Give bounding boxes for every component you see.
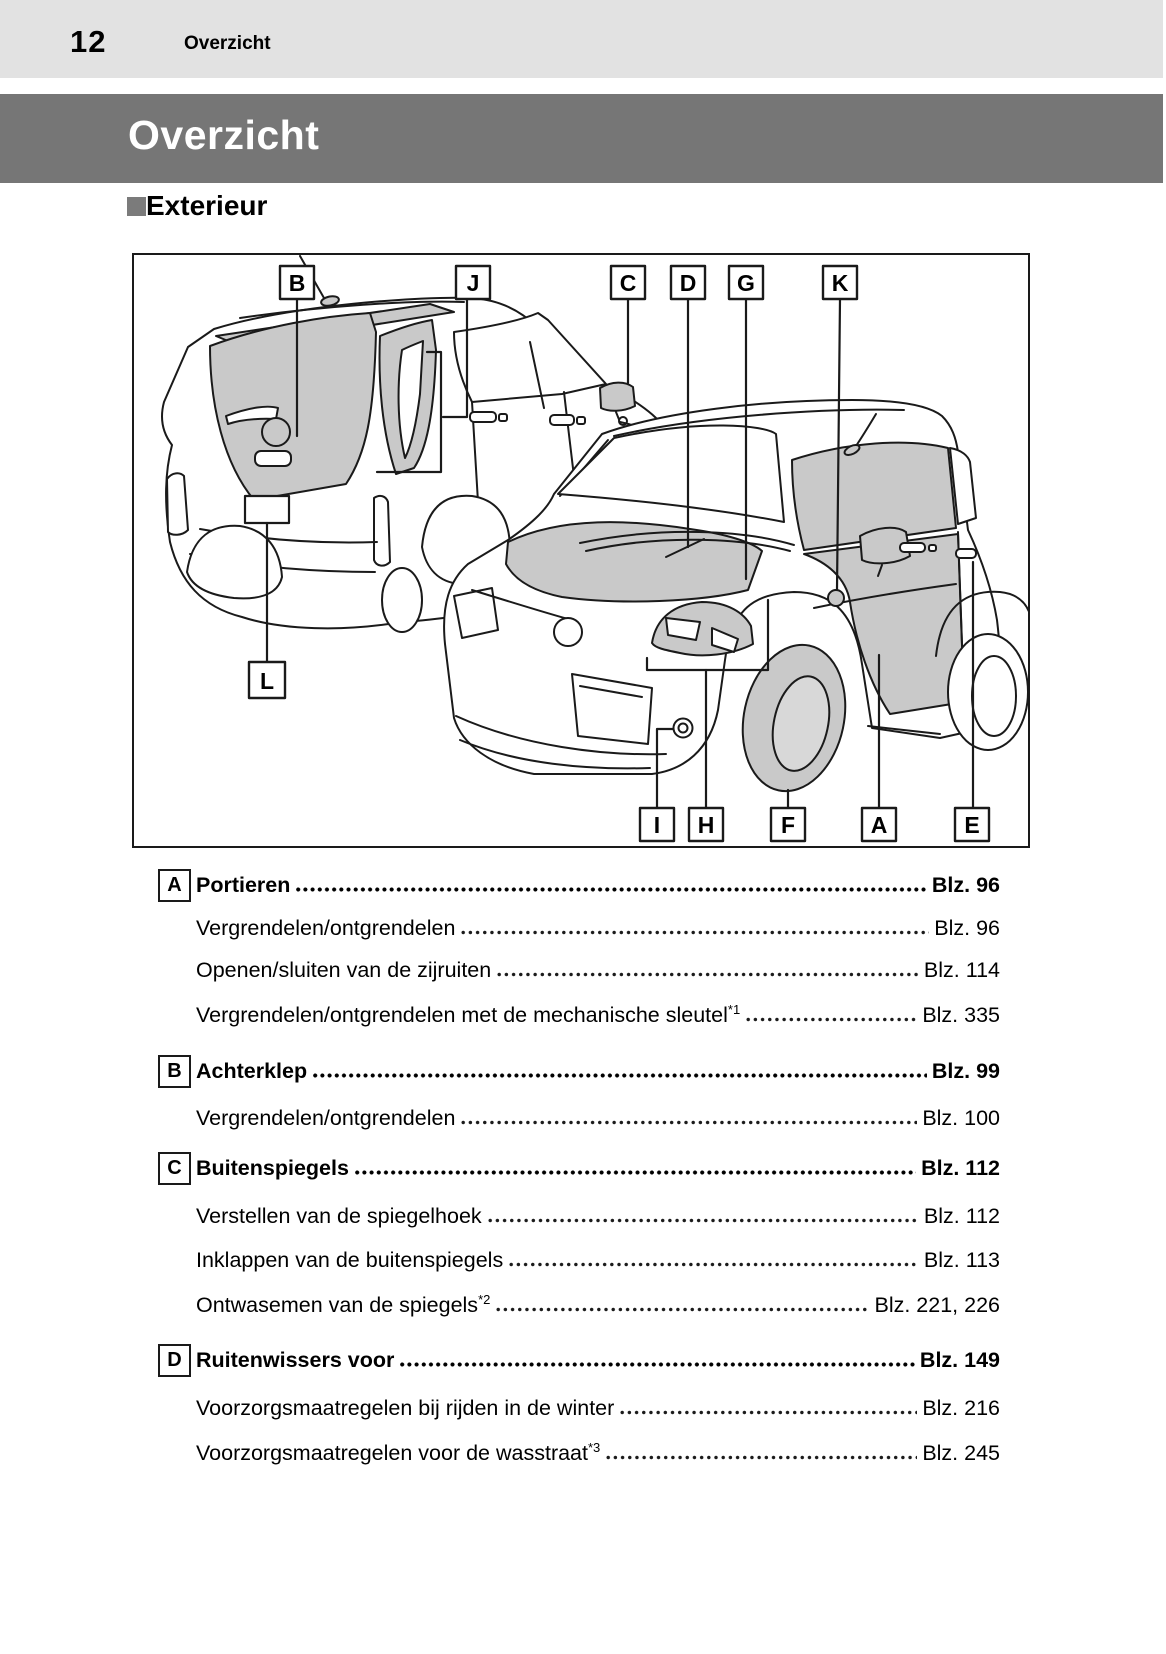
toc-row [158, 1243, 1000, 1273]
taillight-left [167, 473, 188, 534]
toc-page-ref: Blz. 149 [919, 1348, 1000, 1372]
rear-car-mirror-shade [600, 383, 635, 411]
dots-leader [355, 1168, 916, 1175]
rear-emblem [262, 418, 290, 446]
svg-text:D: D [679, 270, 697, 296]
dots-leader [497, 970, 919, 977]
toc-page-ref: Blz. 221, 226 [874, 1293, 1000, 1317]
section-heading [127, 189, 267, 222]
toc-row [158, 1288, 1000, 1318]
dots-leader [313, 1071, 927, 1078]
toc-page-ref: Blz. 114 [923, 958, 1000, 982]
toc-row [158, 1436, 1000, 1466]
header-chapter-title: Overzicht [184, 33, 271, 54]
front-tire-shade [730, 635, 859, 801]
toc-label: Vergrendelen/ontgrendelen [196, 916, 456, 940]
section-heading-text: Exterieur [146, 190, 268, 221]
toc-letter-box: B [158, 1055, 191, 1088]
toc-label: Ruitenwissers voor [196, 1348, 395, 1372]
svg-text:K: K [831, 270, 849, 296]
front-emblem [554, 618, 582, 646]
toc-label: Verstellen van de spiegelhoek [196, 1204, 482, 1228]
toc-label: Vergrendelen/ontgrendelen [196, 1106, 456, 1130]
dots-leader [746, 1015, 917, 1022]
toc-row-buitenspiegels [158, 1151, 1000, 1181]
dots-leader [296, 885, 926, 892]
toc-page-ref: Blz. 335 [922, 1003, 1000, 1027]
toc-label: Inklappen van de buitenspiegels [196, 1248, 504, 1272]
svg-text:E: E [964, 812, 980, 838]
toc-row-achterklep [158, 1054, 1000, 1084]
callout-K [823, 266, 857, 299]
toc-page-ref: Blz. 100 [922, 1106, 1000, 1130]
dots-leader [606, 1453, 917, 1460]
callout-J [456, 266, 490, 299]
toc-label: Voorzorgsmaatregelen voor de wasstraat$^{*3}$ [196, 1439, 601, 1465]
callout-F [771, 808, 805, 841]
callout-H [689, 808, 723, 841]
svg-text:H: H [697, 812, 715, 838]
svg-text:G: G [737, 270, 755, 296]
tailgate-glass-shade [210, 313, 376, 500]
chapter-banner-title: Overzicht [128, 112, 320, 158]
toc-page-ref: Blz. 99 [931, 1059, 1000, 1083]
dots-leader [461, 928, 929, 935]
toc-row-portieren [158, 868, 1000, 898]
toc-page-ref: Blz. 112 [923, 1204, 1000, 1228]
toc-row [158, 1101, 1000, 1131]
toc-row [158, 953, 1000, 983]
toc-page-ref: Blz. 113 [923, 1248, 1000, 1272]
taillight-right [374, 496, 390, 566]
callout-E [955, 808, 989, 841]
page-number: 12 [70, 24, 107, 59]
chapter-banner [0, 94, 1163, 183]
toc-row-ruitenwissers [158, 1343, 1000, 1373]
svg-text:C: C [619, 270, 637, 296]
dots-leader [488, 1216, 919, 1223]
license-plate-target [245, 496, 289, 523]
page-header-bar [0, 0, 1163, 78]
dots-leader [509, 1260, 919, 1267]
callout-D [671, 266, 705, 299]
dots-leader [461, 1118, 917, 1125]
svg-text:A: A [870, 812, 888, 838]
toc-page-ref: Blz. 96 [931, 873, 1000, 897]
far-rear-wheel [382, 568, 422, 632]
callout-B [280, 266, 314, 299]
cowl-sensor-target [828, 590, 844, 606]
toc-page-ref: Blz. 96 [934, 916, 1000, 940]
exterior-diagram-drawing [134, 255, 1028, 846]
toc-page-ref: Blz. 112 [921, 1156, 1000, 1180]
toc-label: Ontwasemen van de spiegels$^{*2}$ [196, 1291, 491, 1317]
toc-letter-box: C [158, 1152, 191, 1185]
callout-A [862, 808, 896, 841]
toc-label: Buitenspiegels [196, 1156, 349, 1180]
svg-text:F: F [780, 812, 796, 838]
section-square-bullet-icon [127, 197, 146, 216]
toc-label: Openen/sluiten van de zijruiten [196, 958, 492, 982]
tailgate-handle [255, 451, 291, 466]
toc-letter-box: A [158, 869, 191, 902]
dots-leader [400, 1360, 915, 1367]
toc-row [158, 998, 1000, 1028]
svg-text:L: L [259, 668, 275, 694]
toc-row [158, 1391, 1000, 1421]
toc-page-ref: Blz. 216 [922, 1396, 1000, 1420]
svg-text:I: I [653, 812, 661, 838]
toc-label: Achterklep [196, 1059, 308, 1083]
toc-row [158, 1199, 1000, 1229]
toc-label: Vergrendelen/ontgrendelen met de mechanische sleutel$^{*1}$ [196, 1001, 741, 1027]
fog-light-target [674, 719, 693, 738]
dots-leader [620, 1408, 917, 1415]
toc-row [158, 911, 1000, 941]
callout-I [640, 808, 674, 841]
callout-G [729, 266, 763, 299]
svg-text:J: J [466, 270, 480, 296]
exterior-diagram [132, 253, 1030, 848]
callout-C [611, 266, 645, 299]
toc-letter-box: D [158, 1344, 191, 1377]
toc-label: Voorzorgsmaatregelen bij rijden in de winter [196, 1396, 615, 1420]
toc-label: Portieren [196, 873, 291, 897]
dots-leader [496, 1305, 869, 1312]
callout-L [249, 662, 285, 698]
toc-page-ref: Blz. 245 [922, 1441, 1000, 1465]
svg-text:B: B [288, 270, 306, 296]
